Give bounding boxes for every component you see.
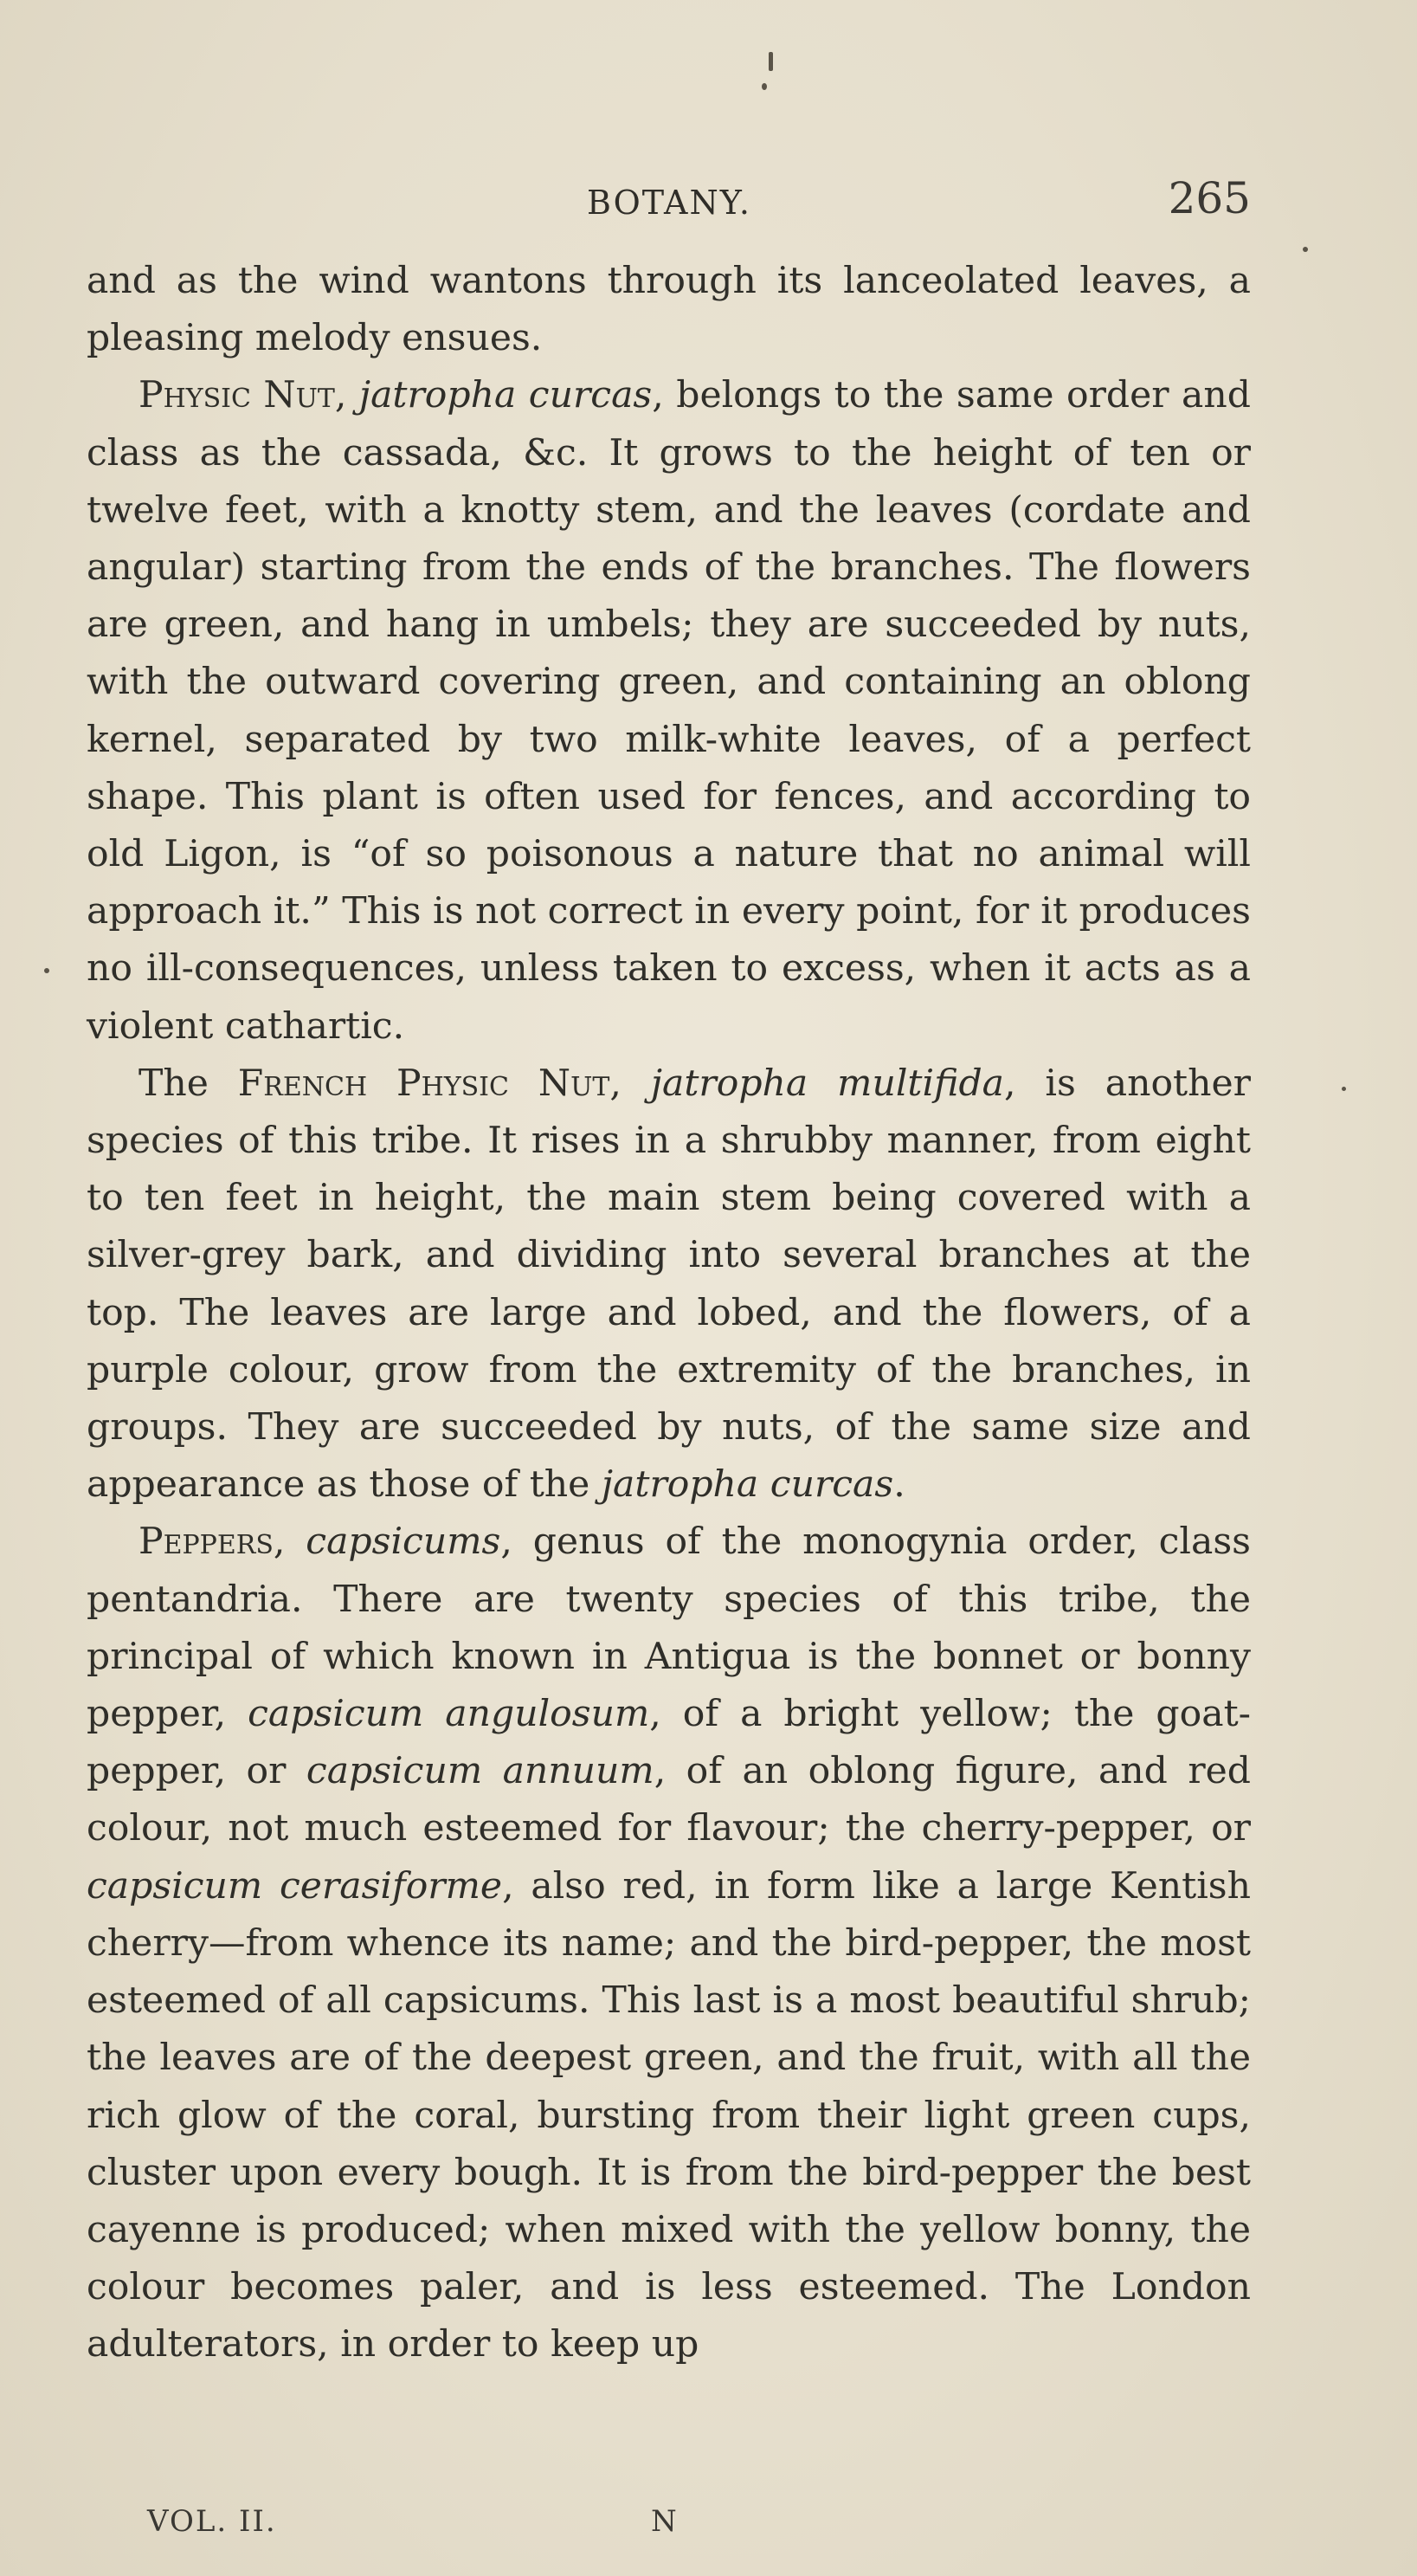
italic-term: jatropha curcas bbox=[601, 1463, 894, 1507]
ink-speck bbox=[1303, 247, 1308, 252]
text-run: , of an oblong figure, and red colour, not much esteemed for flavour; the cherry-pepper, or bbox=[87, 1750, 1252, 1850]
page-footer bbox=[87, 2504, 1251, 2547]
italic-term: capsicum angulosum bbox=[248, 1693, 650, 1736]
body-text bbox=[87, 253, 1251, 2374]
page-number: 265 bbox=[1168, 173, 1251, 223]
italic-term: jatropha multifida bbox=[650, 1062, 1004, 1105]
paragraph bbox=[87, 1056, 1251, 1514]
italic-term: capsicum annuum bbox=[306, 1750, 654, 1793]
paragraph bbox=[87, 1514, 1251, 2373]
entry-heading: Peppers bbox=[138, 1520, 274, 1564]
entry-heading: French Physic Nut bbox=[237, 1062, 610, 1105]
running-title: BOTANY. bbox=[587, 184, 752, 222]
ink-speck bbox=[769, 52, 773, 71]
text-run: The bbox=[138, 1062, 238, 1105]
italic-term: capsicums bbox=[306, 1520, 501, 1564]
italic-term: capsicum cerasiforme bbox=[87, 1864, 503, 1908]
text-run: , bbox=[609, 1062, 651, 1105]
entry-heading: Physic Nut bbox=[138, 374, 335, 417]
ink-speck bbox=[762, 83, 767, 90]
text-run: . bbox=[893, 1463, 905, 1507]
signature-mark: N bbox=[651, 2504, 677, 2539]
text-run: , genus of the monogynia order, class pentandria. There are twenty species of this tribe, the principal of which known in Antigua is the bonnet or bonny pepper, bbox=[87, 1520, 1251, 1736]
ink-speck bbox=[1342, 1087, 1346, 1091]
text-run: , also red, in form like a large Kentish cherry—from whence its name; and the bird-pepper, the most esteemed of all capsicums. This last is a most beautiful shrub; the leaves are of the deepest green, and the fruit, with all the rich glow of the coral, bursting from their light green cups, cluster upon every bough. It is from the bird-pepper the best cayenne is produced; when mixed with the yellow bonny, the colour becomes paler, and is less esteemed. The London adulterators, in order to keep up bbox=[87, 1864, 1251, 2366]
paragraph bbox=[87, 253, 1251, 367]
italic-term: jatropha curcas bbox=[358, 374, 653, 417]
page-header bbox=[87, 173, 1251, 234]
text-run: , is another species of this tribe. It rises in a shrubby manner, from eight to ten feet in height, the main stem being covered with a silver-grey bark, and dividing into several branches at the top. The leaves are large and lobed, and the flowers, of a purple colour, grow from the extremity of the branches, in groups. They are succeeded by nuts, of the same size and appearance as those of the bbox=[87, 1062, 1251, 1507]
text-run: , of a bright yellow; the goat-pepper, or bbox=[87, 1693, 1252, 1793]
text-run: , bbox=[334, 374, 359, 417]
ink-speck bbox=[44, 968, 49, 973]
volume-marker: VOL. II. bbox=[147, 2504, 277, 2539]
text-run: , bbox=[273, 1520, 306, 1564]
paragraph bbox=[87, 367, 1251, 1055]
text-run: and as the wind wantons through its lanceolated leaves, a pleasing melody ensues. bbox=[87, 260, 1251, 360]
text-run: , belongs to the same order and class as the cassada, &c. It grows to the height of ten or twelve feet, with a knotty stem, and the leaves (cordate and angular) starting from the ends of the branches. The flowers are green, and hang in umbels; they are succeeded by nuts, with the outward covering green, and containing an oblong kernel, separated by two milk-white leaves, of a perfect shape. This plant is often used for fences, and according to old Ligon, is “of so poisonous a nature that no animal will approach it.” This is not correct in every point, for it produces no ill-consequences, unless taken to excess, when it acts as a violent cathartic. bbox=[87, 374, 1251, 1048]
